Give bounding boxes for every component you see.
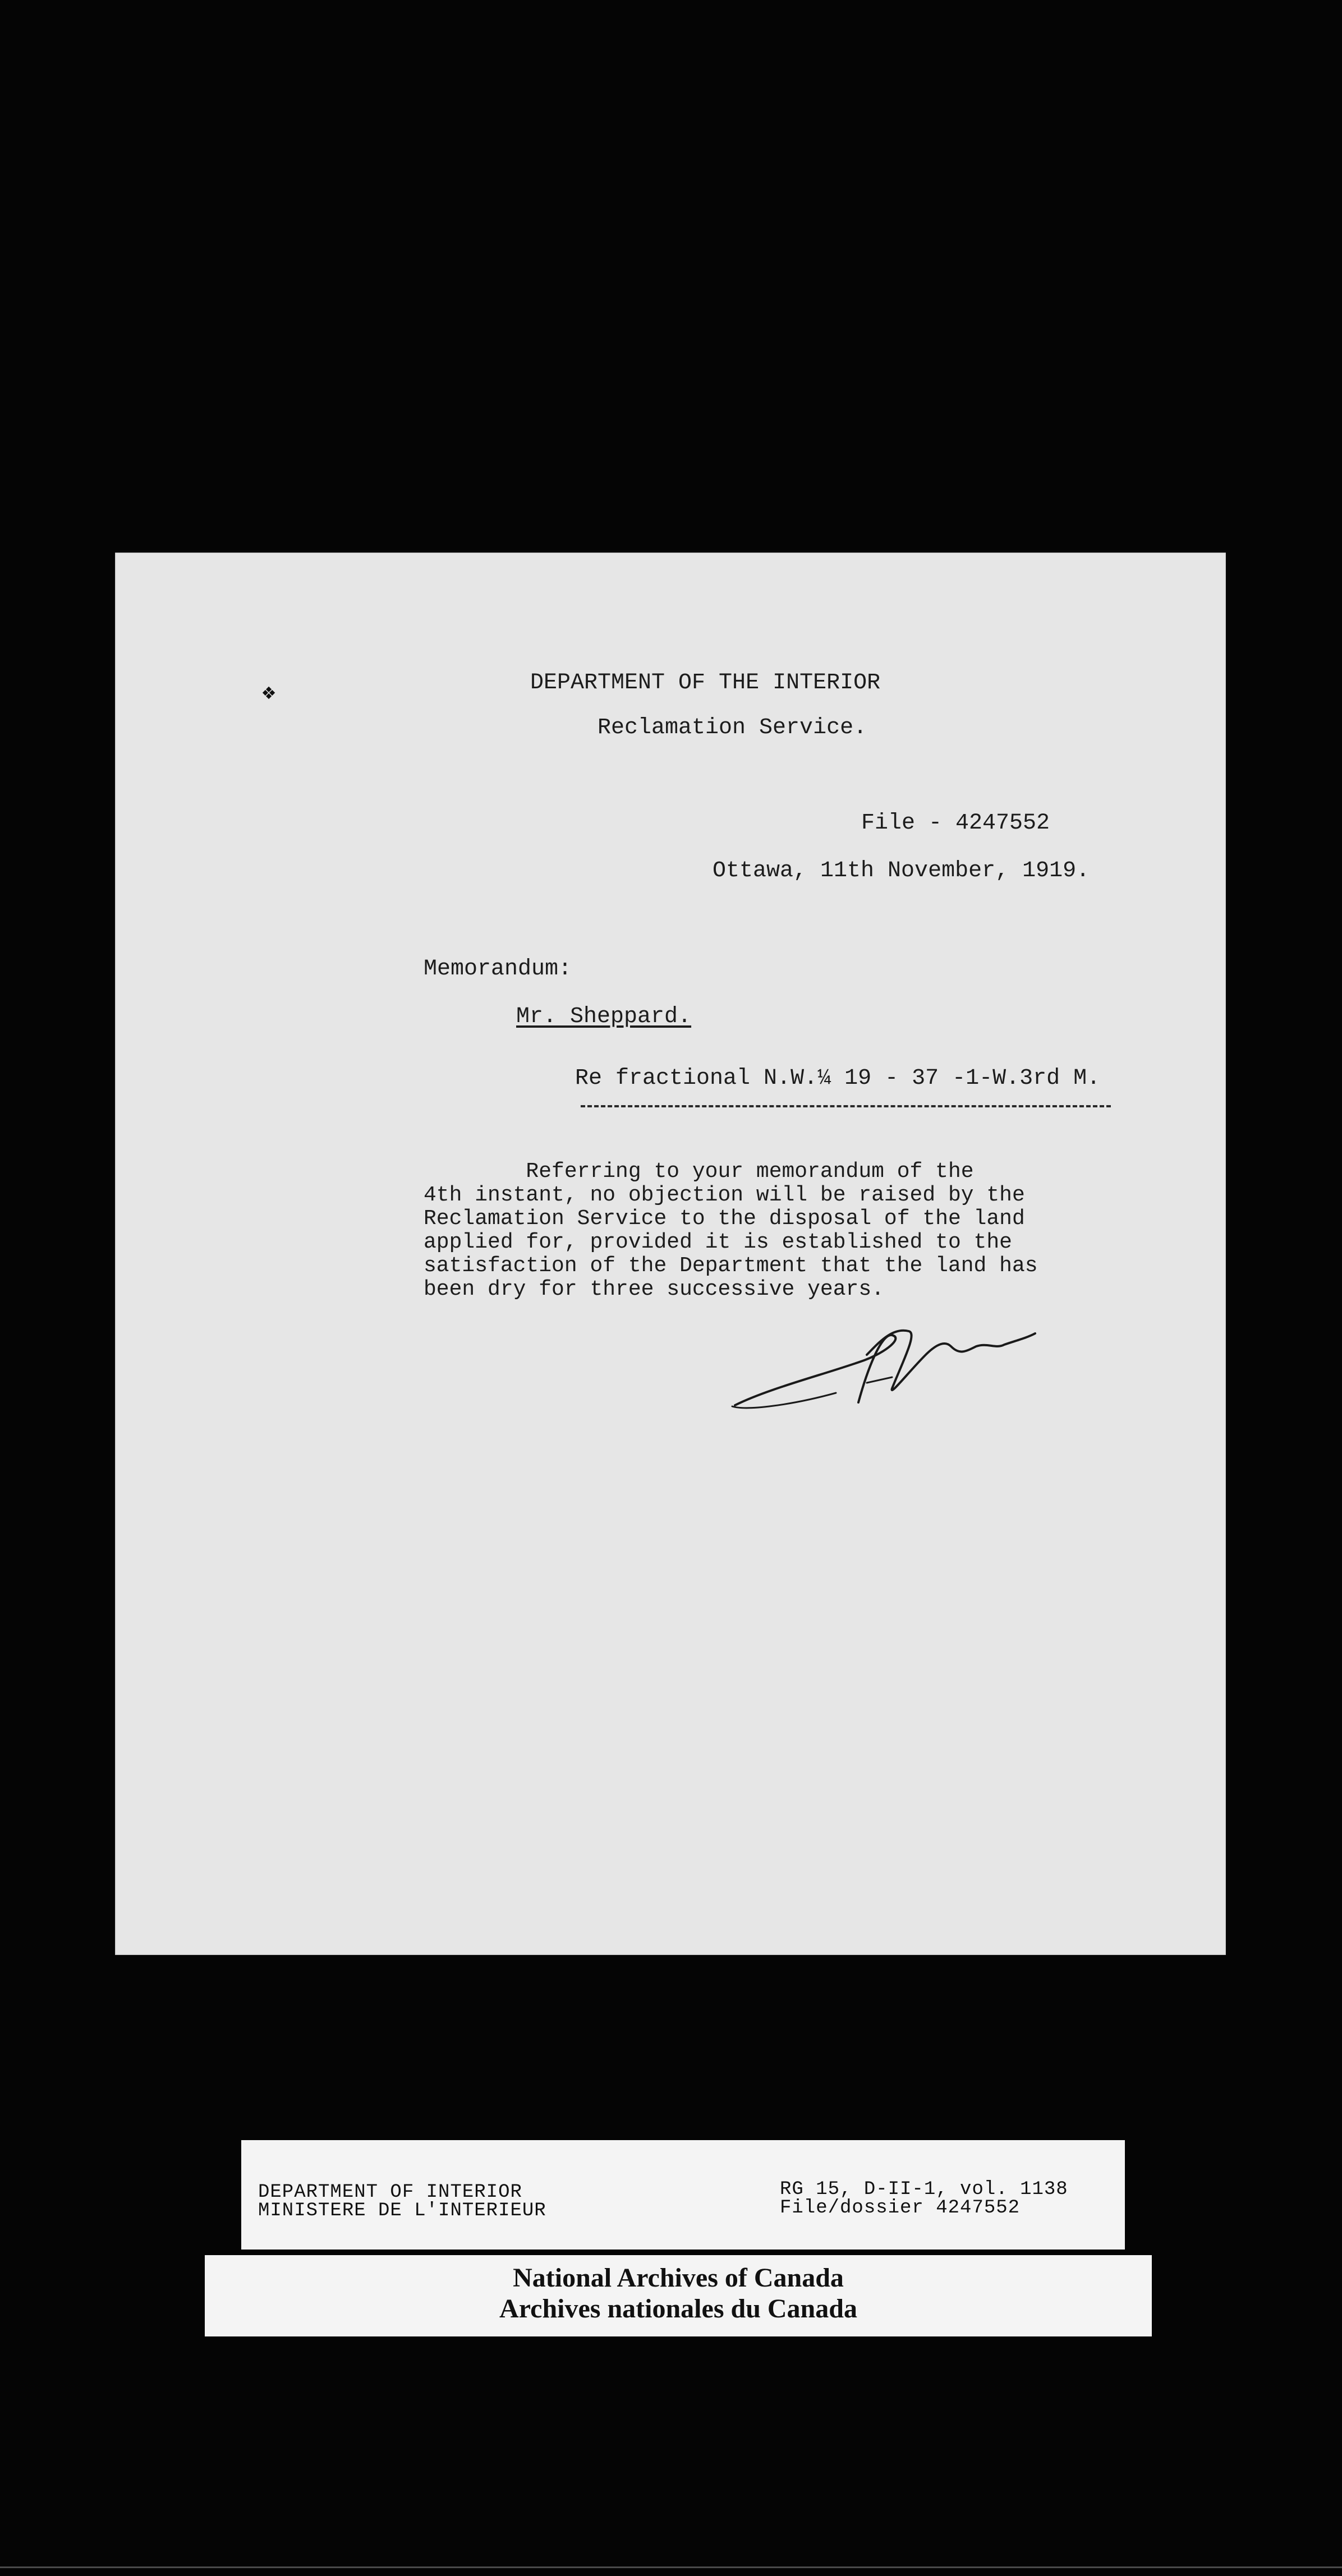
ink-mark: ❖ [262, 681, 276, 706]
date-line: Ottawa, 11th November, 1919. [713, 858, 1090, 884]
bottom-divider [0, 2566, 1342, 2568]
archive-reference-label [241, 2140, 1125, 2250]
department-label-en: DEPARTMENT OF INTERIOR [258, 2182, 522, 2203]
body-line: Reclamation Service to the disposal of the land [424, 1207, 1025, 1231]
institution-label [205, 2255, 1152, 2336]
subject-dashed-rule [581, 1105, 1111, 1107]
memorandum-label: Memorandum: [424, 956, 572, 982]
memorandum-page [115, 553, 1226, 1955]
department-label-fr: MINISTERE DE L'INTERIEUR [258, 2200, 546, 2221]
body-line: Referring to your memorandum of the [424, 1160, 974, 1184]
body-line: 4th instant, no objection will be raised by the [424, 1183, 1025, 1207]
file-number: File - 4247552 [861, 811, 1050, 836]
body-line: been dry for three successive years. [424, 1277, 884, 1301]
service-subheading: Reclamation Service. [598, 715, 867, 740]
subject-line: Re fractional N.W.¼ 19 - 37 -1-W.3rd M. [575, 1066, 1101, 1091]
memorandum-body [424, 1160, 1125, 1301]
record-group-reference: RG 15, D-II-1, vol. 1138 [780, 2179, 1068, 2200]
body-line: satisfaction of the Department that the land has [424, 1254, 1038, 1278]
department-heading: DEPARTMENT OF THE INTERIOR [530, 670, 881, 696]
addressee: Mr. Sheppard. [516, 1004, 692, 1029]
institution-name-fr: Archives nationales du Canada [499, 2294, 857, 2324]
body-line: applied for, provided it is established to the [424, 1230, 1012, 1254]
handwritten-signature [724, 1321, 1038, 1422]
institution-name-en: National Archives of Canada [513, 2263, 844, 2293]
file-dossier-reference: File/dossier 4247552 [780, 2197, 1021, 2219]
